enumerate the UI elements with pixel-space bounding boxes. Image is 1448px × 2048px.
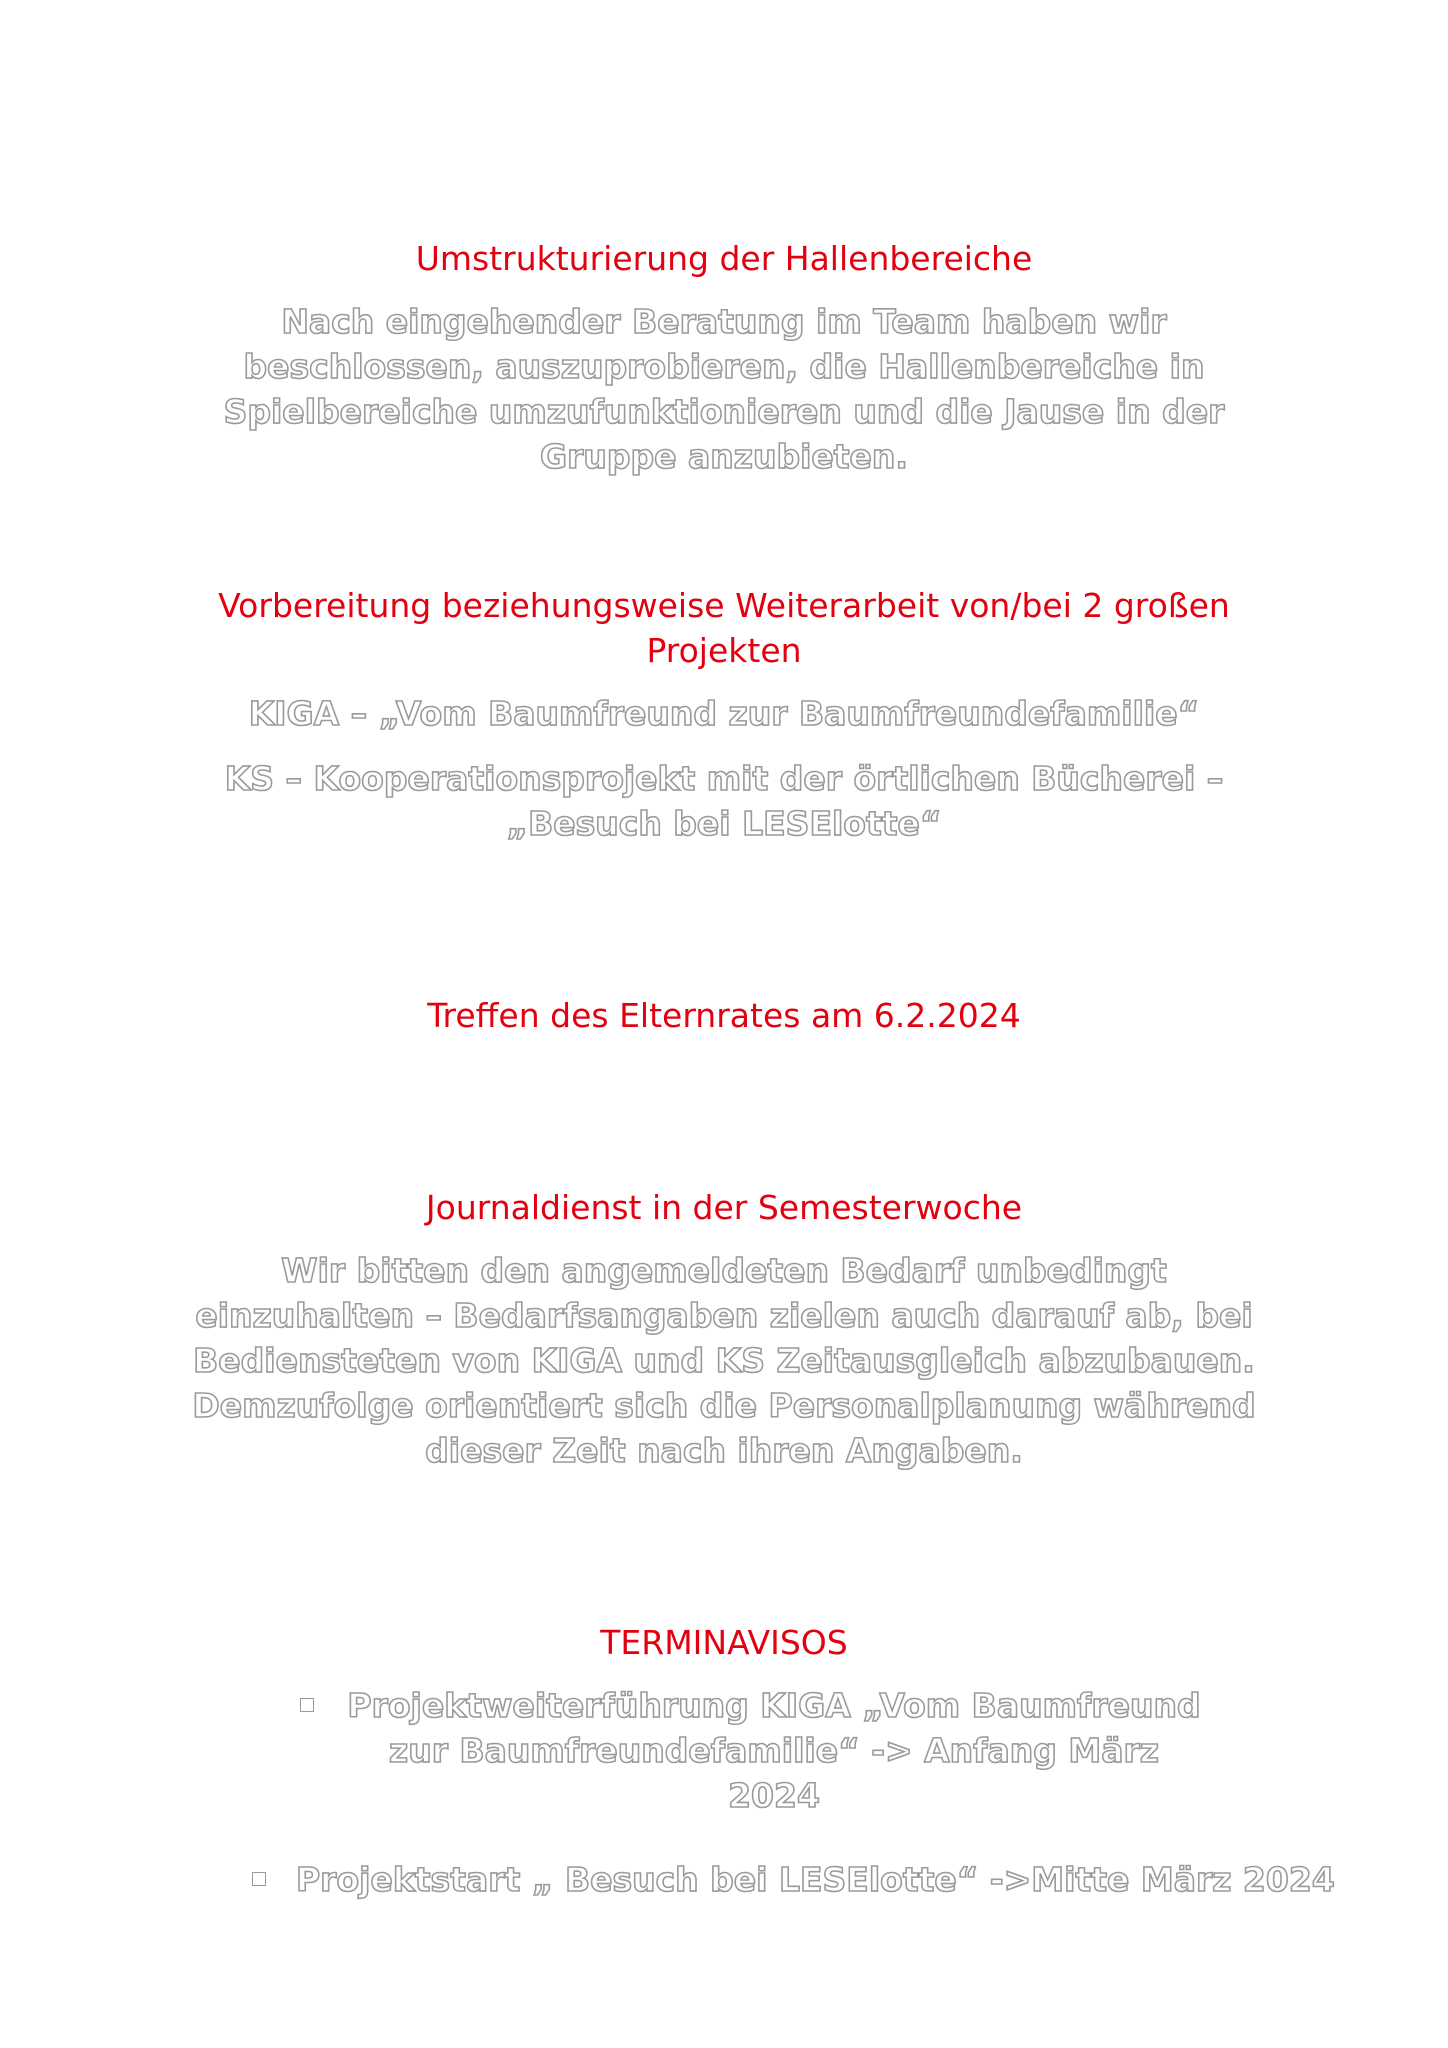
- section-heading: TERMINAVISOS: [600, 1623, 848, 1662]
- list-item-text: Projektstart „ Besuch bei LESElotte“ ->Mitte März 2024: [296, 1860, 1335, 1899]
- section-terminavisos: [180, 1620, 1268, 1665]
- section-heading: Umstrukturierung der Hallenbereiche: [415, 239, 1033, 278]
- section-heading: Treffen des Elternrates am 6.2.2024: [427, 996, 1021, 1035]
- list-item: [252, 1857, 1335, 1902]
- bullet-square-icon: [252, 1872, 266, 1886]
- section-heading: Journaldienst in der Semesterwoche: [425, 1188, 1023, 1227]
- section-journaldienst: [180, 1185, 1268, 1473]
- section-hallenbereiche: [180, 236, 1268, 479]
- section-elternrat: [180, 993, 1268, 1038]
- list-item: [300, 1683, 1220, 1818]
- section-paragraph: Nach eingehender Beratung im Team haben wir beschlossen, auszuprobieren, die Hallenbereiche in Spielbereiche umzufunktionieren und die Jause in der Gruppe anzubieten.: [223, 302, 1225, 476]
- section-paragraph: Wir bitten den angemeldeten Bedarf unbedingt einzuhalten – Bedarfsangaben zielen auch darauf ab, bei Bediensteten von KIGA und KS Zeitausgleich abzubauen. Demzufolge orientiert sich die Personalplanung während dieser Zeit nach ihren Angaben.: [192, 1251, 1256, 1470]
- section-paragraph: KIGA – „Vom Baumfreund zur Baumfreundefamilie“: [248, 694, 1200, 733]
- section-paragraph: KS – Kooperationsprojekt mit der örtlichen Bücherei – „Besuch bei LESElotte“: [224, 759, 1224, 843]
- list-item-text: Projektweiterführung KIGA „Vom Baumfreund zur Baumfreundefamilie“ -> Anfang März 2024: [347, 1686, 1201, 1815]
- section-projekte: [180, 583, 1268, 846]
- section-heading: Vorbereitung beziehungsweise Weiterarbeit von/bei 2 großen Projekten: [218, 586, 1230, 670]
- bullet-square-icon: [300, 1698, 314, 1712]
